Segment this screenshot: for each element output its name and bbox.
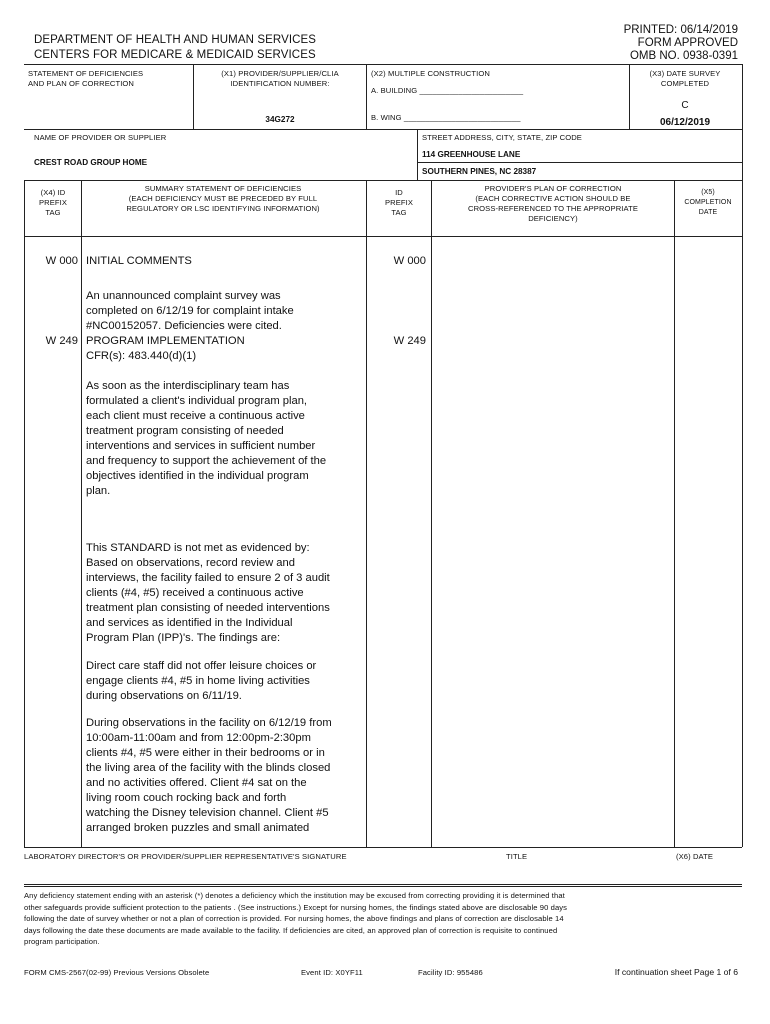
disclaimer-text: Any deficiency statement ending with an asterisk (*) denotes a deficiency which the institution may be excused from correcting providing it is determined that other safeguards provide sufficient protection to the patients . (See instructions.) Except for nursing homes, the findings stated above are disclosable 90 days following the date of survey whether or not a plan of correction is provided. For nursing homes, the above findings and plans of correction are disclosable 14 days following the date these documents are made available to the facility. If deficiencies are cited, an approved plan of correction is requisite to continued program participation. <box>24 891 568 946</box>
body-column-divider <box>431 180 432 847</box>
form-number: FORM CMS-2567(02-99) Previous Versions Obsolete <box>24 968 210 977</box>
w249-findings-intro: This STANDARD is not met as evidenced by: Based on observations, record review and interviews, the facility failed to ensure 2 of 3 audit clients (#4, #5) received a continuous active treatment plan consisting of needed interventions and services as identified in the Individual Program Plan (IPP)'s. The findings are: <box>86 542 330 644</box>
column-divider <box>417 129 418 180</box>
summary-header: SUMMARY STATEMENT OF DEFICIENCIES (EACH DEFICIENCY MUST BE PRECEDED BY FULL REGULATORY OR LSC IDENTIFYING INFORMATION) <box>126 184 320 213</box>
w000-tag: W 000 <box>45 255 78 267</box>
table-row-divider <box>24 180 742 181</box>
id-header: ID PREFIX TAG <box>384 188 414 217</box>
signature-bottom-line <box>24 884 742 885</box>
provider-name: CREST ROAD GROUP HOME <box>34 158 148 167</box>
w249-tag: W 249 <box>45 335 78 347</box>
address-divider <box>417 162 742 163</box>
x6-date-label: (X6) DATE <box>676 852 714 861</box>
wing-label: B. WING ___________________________ <box>371 113 521 122</box>
x1-label: (X1) PROVIDER/SUPPLIER/CLIA IDENTIFICATION NUMBER: <box>221 69 339 88</box>
w000-id: W 000 <box>393 255 426 267</box>
agency-header <box>34 33 316 63</box>
form-approval-block <box>624 24 738 63</box>
event-id: Event ID: X0YF11 <box>301 968 363 977</box>
w249-finding-2: During observations in the facility on 6/12/19 from 10:00am-11:00am and from 12:00pm-2:30pm clients #4, #5 were either in their bedrooms or in the living area of the facility with the blinds closed and no activities offered. Client #4 sat on the living room couch rocking back and forth watching the Disney television channel. Client #5 arranged broken puzzles and small animated <box>86 717 332 834</box>
x1-value: 34G272 <box>265 115 295 124</box>
w249-title: PROGRAM IMPLEMENTATION CFR(s): 483.440(d)(1) <box>86 335 245 362</box>
building-label: A. BUILDING ________________________ <box>371 86 524 95</box>
omb-number: OMB NO. 0938-0391 <box>629 50 738 62</box>
centers-name: CENTERS FOR MEDICARE & MEDICAID SERVICES <box>34 49 316 61</box>
w249-id: W 249 <box>393 335 426 347</box>
x3-label: (X3) DATE SURVEY COMPLETED <box>649 69 721 88</box>
w249-finding-1: Direct care staff did not offer leisure choices or engage clients #4, #5 in home living activities during observations on 6/11/19. <box>86 660 317 702</box>
title-label: TITLE <box>506 852 528 861</box>
columns-divider <box>24 236 742 237</box>
table-row-divider <box>24 129 742 130</box>
address-label: STREET ADDRESS, CITY, STATE, ZIP CODE <box>422 133 582 142</box>
w000-title: INITIAL COMMENTS <box>86 255 192 267</box>
form-approved: FORM APPROVED <box>637 37 738 49</box>
body-column-divider <box>366 180 367 847</box>
w249-regulation-text: As soon as the interdisciplinary team has formulated a client's individual program plan, each client must receive a continuous active treatment program consisting of needed interventions and services in sufficient number and frequency to support the achievement of the objectives identified in the individual program plan. <box>86 380 327 497</box>
w000-text: An unannounced complaint survey was completed on 6/12/19 for complaint intake #NC00152057. Deficiencies were cited. <box>86 290 294 332</box>
signature-bottom-line-double <box>24 886 742 887</box>
address-line2: SOUTHERN PINES, NC 28387 <box>422 167 537 176</box>
table-top-border <box>24 64 742 65</box>
body-bottom-border <box>24 847 742 848</box>
x2-label: (X2) MULTIPLE CONSTRUCTION <box>371 69 490 78</box>
column-divider <box>629 64 630 129</box>
body-column-divider <box>81 180 82 847</box>
lab-director-signature-label: LABORATORY DIRECTOR'S OR PROVIDER/SUPPLIER REPRESENTATIVE'S SIGNATURE <box>24 852 347 861</box>
column-divider <box>193 64 194 129</box>
statement-label: STATEMENT OF DEFICIENCIES AND PLAN OF CORRECTION <box>28 69 144 88</box>
column-divider <box>366 64 367 129</box>
body-column-divider <box>674 180 675 847</box>
body-right-border <box>742 64 743 847</box>
plan-header: PROVIDER'S PLAN OF CORRECTION (EACH CORRECTIVE ACTION SHOULD BE CROSS-REFERENCED TO THE APPROPRIATE DEFICIENCY) <box>467 184 639 223</box>
x4-header: (X4) ID PREFIX TAG <box>38 188 68 217</box>
printed-date: PRINTED: 06/14/2019 <box>623 24 738 36</box>
x5-header: (X5) COMPLETION DATE <box>684 189 732 216</box>
x3-letter: C <box>681 100 689 111</box>
x3-date: 06/12/2019 <box>659 117 711 128</box>
facility-id: Facility ID: 955486 <box>418 968 483 977</box>
provider-name-label: NAME OF PROVIDER OR SUPPLIER <box>34 133 167 142</box>
dept-name: DEPARTMENT OF HEALTH AND HUMAN SERVICES <box>34 34 317 46</box>
continuation-sheet: If continuation sheet Page 1 of 6 <box>614 967 738 977</box>
body-left-border <box>24 180 25 847</box>
address-line1: 114 GREENHOUSE LANE <box>422 150 521 159</box>
